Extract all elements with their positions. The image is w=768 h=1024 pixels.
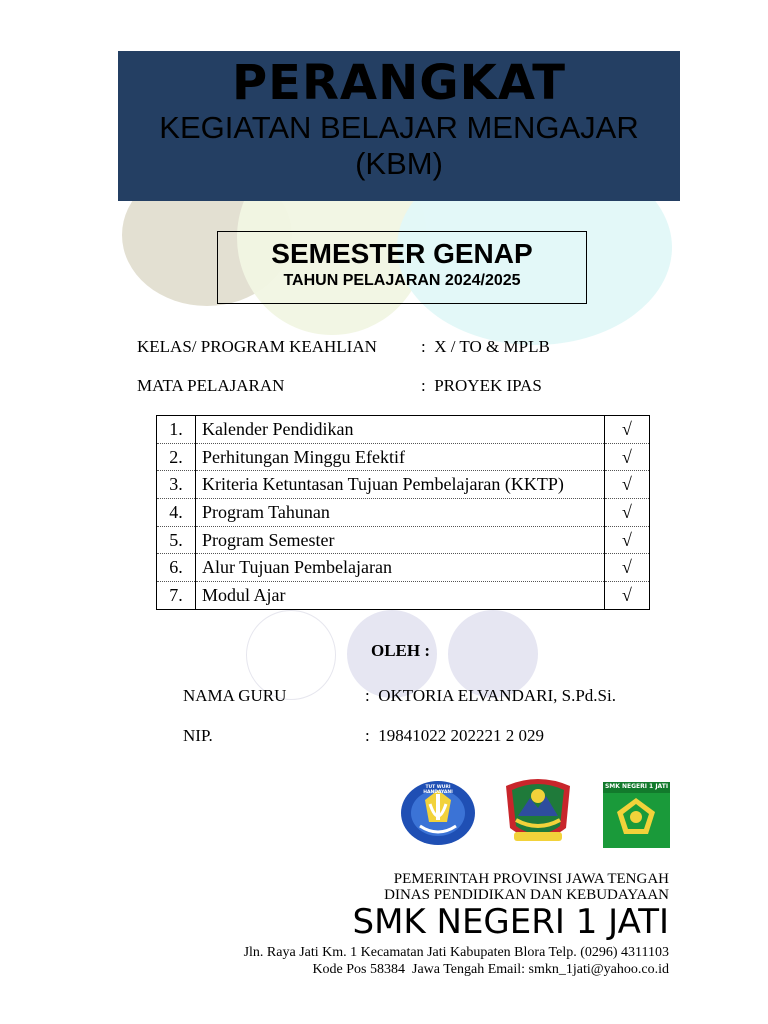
checklist-number: 3. [157, 471, 196, 499]
checklist-row [157, 554, 650, 582]
logo1-text: TUT WURI HANDAYANI [423, 785, 453, 795]
jawa-tengah-emblem [500, 776, 576, 848]
checklist-check: √ [605, 443, 650, 471]
smk-negeri-1-jati-logo [603, 782, 670, 848]
tut-wuri-handayani-logo [400, 780, 476, 846]
semester-title: SEMESTER GENAP [271, 238, 533, 269]
checklist-check: √ [605, 499, 650, 527]
mapel-value: : PROYEK IPAS [421, 376, 542, 395]
footer-address-2: Kode Pos 58384 Jawa Tengah Email: smkn_1jati@yahoo.co.id [312, 962, 669, 977]
checklist-number: 1. [157, 416, 196, 444]
kelas-label: KELAS/ PROGRAM KEAHLIAN [137, 337, 377, 356]
teacher-name-label: NAMA GURU [183, 686, 287, 705]
footer-school-name: SMK NEGERI 1 JATI [352, 902, 669, 942]
checklist-item: Modul Ajar [196, 582, 605, 610]
footer-dept: DINAS PENDIDIKAN DAN KEBUDAYAAN [384, 887, 669, 903]
semester-box [217, 231, 587, 304]
checklist-item: Kalender Pendidikan [196, 416, 605, 444]
footer-gov: PEMERINTAH PROVINSI JAWA TENGAH [393, 871, 669, 887]
checklist-number: 5. [157, 526, 196, 554]
checklist-row [157, 526, 650, 554]
checklist-number: 4. [157, 499, 196, 527]
checklist-number: 2. [157, 443, 196, 471]
checklist-row [157, 443, 650, 471]
teacher-nip-label: NIP. [183, 726, 213, 745]
checklist-table [156, 415, 650, 610]
checklist-check: √ [605, 554, 650, 582]
checklist-number: 7. [157, 582, 196, 610]
teacher-nip-value: : 19841022 202221 2 029 [365, 726, 544, 745]
mapel-label: MATA PELAJARAN [137, 376, 285, 395]
banner-title: PERANGKAT [231, 55, 566, 111]
checklist-check: √ [605, 416, 650, 444]
decor-circle-lavender-2 [448, 610, 538, 698]
semester-year: TAHUN PELAJARAN 2024/2025 [283, 272, 521, 289]
checklist-item: Program Semester [196, 526, 605, 554]
oleh-label: OLEH : [371, 641, 431, 660]
kelas-value: : X / TO & MPLB [421, 337, 550, 356]
checklist-row [157, 582, 650, 610]
checklist-item: Alur Tujuan Pembelajaran [196, 554, 605, 582]
checklist-item: Program Tahunan [196, 499, 605, 527]
checklist-check: √ [605, 582, 650, 610]
checklist-check: √ [605, 471, 650, 499]
checklist-check: √ [605, 526, 650, 554]
footer-address-1: Jln. Raya Jati Km. 1 Kecamatan Jati Kabupaten Blora Telp. (0296) 4311103 [243, 945, 669, 960]
checklist-number: 6. [157, 554, 196, 582]
checklist-item: Kriteria Ketuntasan Tujuan Pembelajaran (KKTP) [196, 471, 605, 499]
checklist-row [157, 471, 650, 499]
banner-subtitle-line1: KEGIATAN BELAJAR MENGAJAR [159, 110, 639, 145]
checklist-item: Perhitungan Minggu Efektif [196, 443, 605, 471]
logo3-text: SMK NEGERI 1 JATI [604, 783, 669, 790]
teacher-name-value: : OKTORIA ELVANDARI, S.Pd.Si. [365, 686, 616, 705]
checklist-row [157, 416, 650, 444]
checklist-row [157, 499, 650, 527]
banner-subtitle-line2: (KBM) [355, 146, 443, 181]
